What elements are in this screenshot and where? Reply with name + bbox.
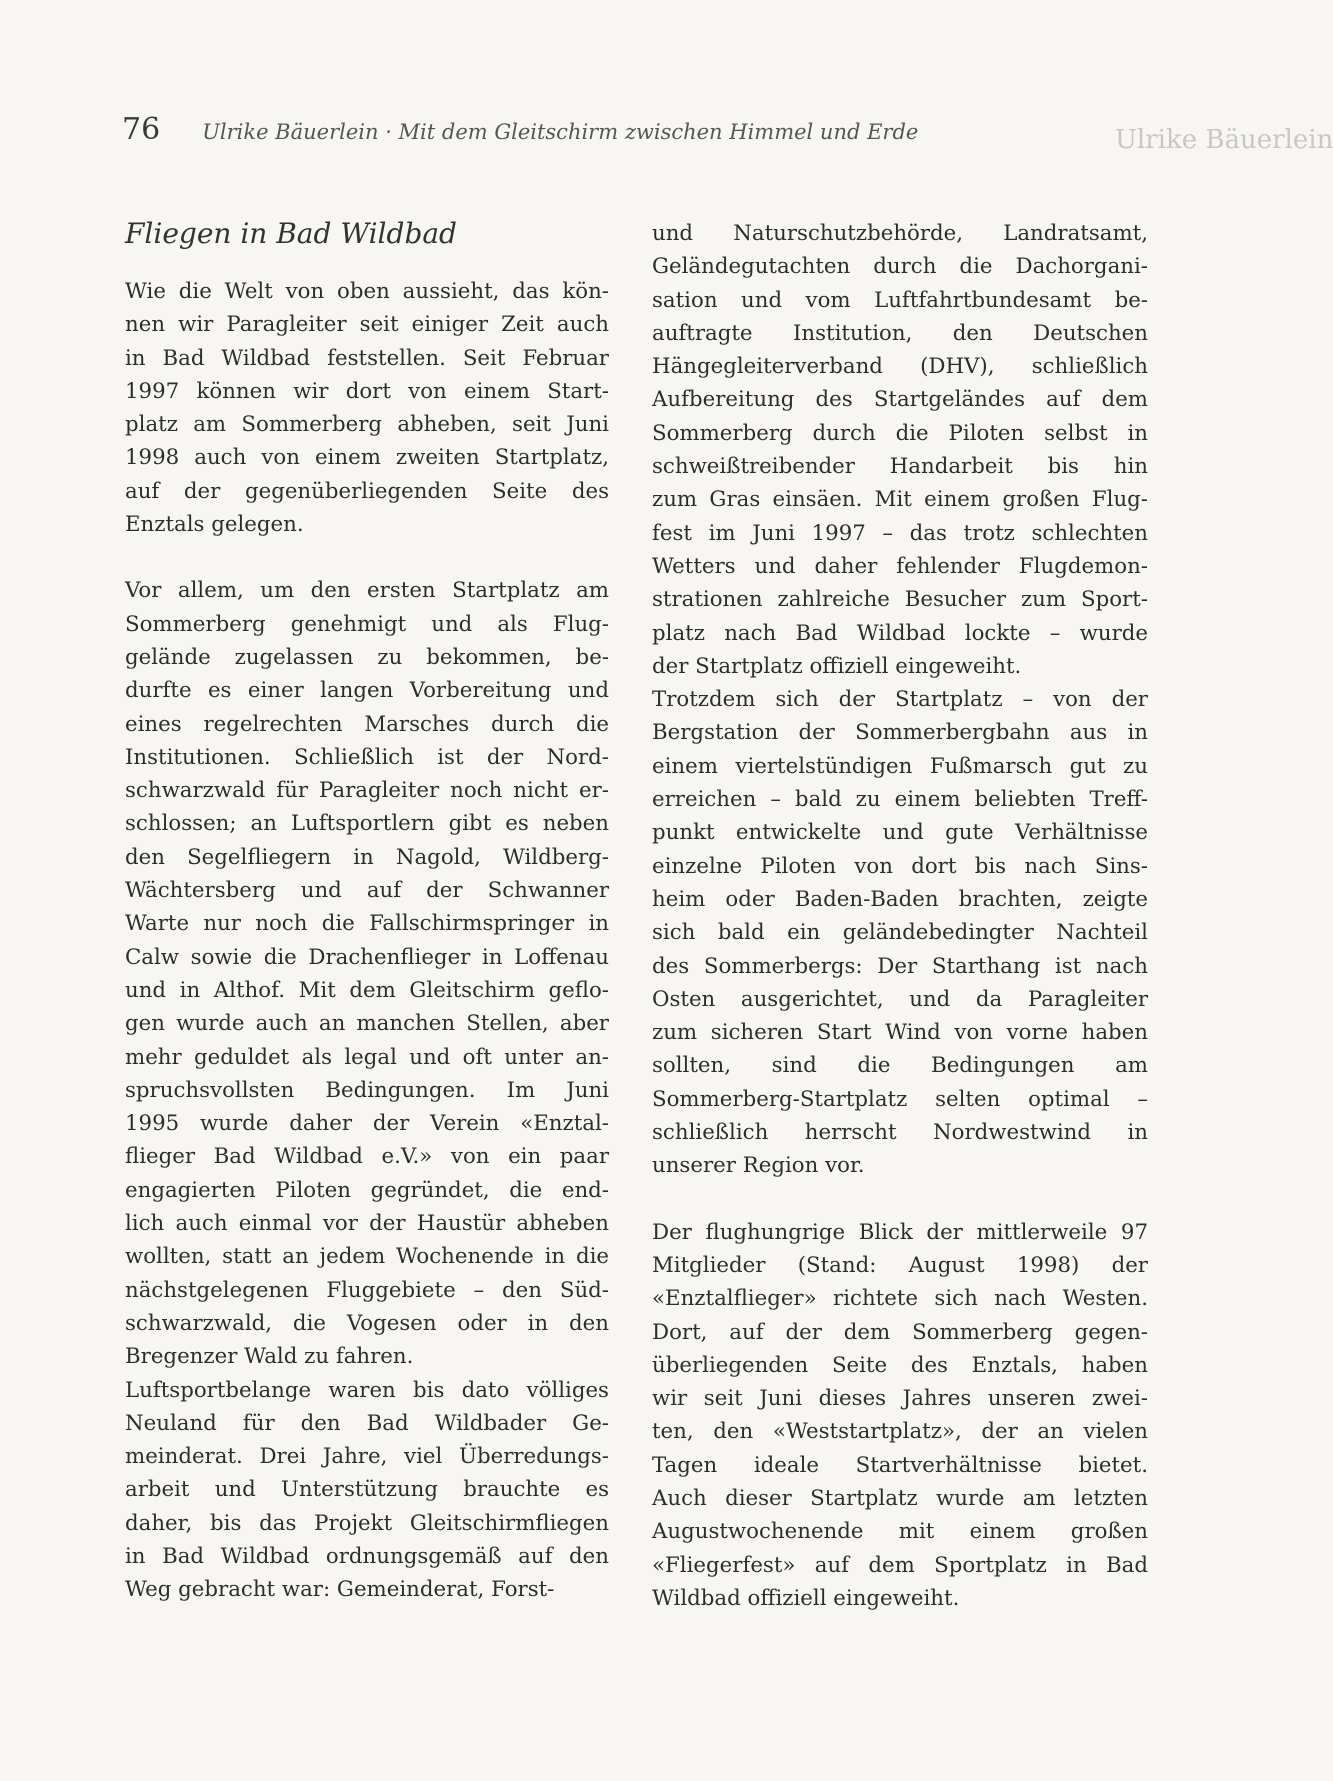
text-line: Tagen ideale Startverhältnisse bietet. xyxy=(652,1452,1148,1478)
text-line: Trotzdem sich der Startplatz – von der xyxy=(652,687,1148,713)
text-line: wir seit Juni dieses Jahres unseren zwei- xyxy=(652,1386,1148,1412)
text-line: unserer Region vor. xyxy=(652,1153,865,1179)
text-line: strationen zahlreiche Besucher zum Sport- xyxy=(652,587,1148,613)
text-line: Hängegleiterverband (DHV), schließlich xyxy=(652,354,1148,380)
text-line: Bergstation der Sommerbergbahn aus in xyxy=(652,720,1148,746)
text-line: schweißtreibender Handarbeit bis hin xyxy=(652,454,1148,480)
text-line: gen wurde auch an manchen Stellen, aber xyxy=(125,1011,609,1037)
text-line: und in Althof. Mit dem Gleitschirm geflo- xyxy=(125,977,609,1003)
text-line: der Startplatz offiziell eingeweiht. xyxy=(652,653,1022,679)
text-line: sollten, sind die Bedingungen am xyxy=(652,1053,1148,1079)
text-line: Weg gebracht war: Gemeinderat, Forst- xyxy=(125,1577,555,1603)
text-line: in Bad Wildbad feststellen. Seit Februar xyxy=(125,345,609,371)
text-line: gelände zugelassen zu bekommen, be- xyxy=(125,644,609,670)
text-line: meinderat. Drei Jahre, viel Überredungs- xyxy=(125,1444,609,1470)
text-line: des Sommerbergs: Der Starthang ist nach xyxy=(652,953,1148,979)
text-line: flieger Bad Wildbad e.V.» von ein paar xyxy=(125,1144,609,1170)
text-line: fest im Juni 1997 – das trotz schlechten xyxy=(652,520,1148,546)
text-line: Institutionen. Schließlich ist der Nord- xyxy=(125,744,609,770)
text-line: heim oder Baden-Baden brachten, zeigte xyxy=(652,886,1148,912)
text-line: Dort, auf der dem Sommerberg gegen- xyxy=(652,1319,1148,1345)
page-header xyxy=(122,112,1153,152)
text-line: nächstgelegenen Fluggebiete – den Süd- xyxy=(125,1277,609,1303)
text-line: lich auch einmal vor der Haustür abheben xyxy=(125,1211,609,1237)
right-column xyxy=(652,217,1148,1615)
paragraph xyxy=(125,574,609,1373)
text-line: in Bad Wildbad ordnungsgemäß auf den xyxy=(125,1543,609,1569)
text-line: und Naturschutzbehörde, Landratsamt, xyxy=(652,221,1148,246)
text-line: Luftsportbelange waren bis dato völliges xyxy=(125,1377,609,1403)
text-line: Augustwochenende mit einem großen xyxy=(652,1519,1148,1545)
paragraph xyxy=(652,683,1148,1182)
text-line: mehr geduldet als legal und oft unter an- xyxy=(125,1044,609,1070)
text-line: Wildbad offiziell eingeweiht. xyxy=(652,1585,960,1611)
section-title: Fliegen in Bad Wildbad xyxy=(125,217,457,250)
text-line: 1997 können wir dort von einem Start- xyxy=(125,378,609,404)
text-line: den Segelfliegern in Nagold, Wildberg- xyxy=(125,844,609,870)
left-column xyxy=(125,217,609,1607)
text-line: Wächtersberg und auf der Schwanner xyxy=(125,878,609,904)
text-line: Wetters und daher fehlender Flugdemon- xyxy=(652,553,1148,579)
text-line: Sommerberg-Startplatz selten optimal – xyxy=(652,1086,1148,1112)
text-line: Wie die Welt von oben aussieht, das kön- xyxy=(125,279,609,304)
text-line: arbeit und Unterstützung brauchte es xyxy=(125,1477,609,1503)
text-line: engagierten Piloten gegründet, die end- xyxy=(125,1177,609,1203)
text-line: Osten ausgerichtet, und da Paragleiter xyxy=(652,986,1148,1012)
text-line: Neuland für den Bad Wildbader Ge- xyxy=(125,1410,609,1436)
text-line: 1995 wurde daher der Verein «Enztal- xyxy=(125,1111,609,1137)
text-line: durfte es einer langen Vorbereitung und xyxy=(125,678,609,704)
text-line: auf der gegenüberliegenden Seite des xyxy=(125,478,609,504)
paragraph xyxy=(125,275,609,541)
text-line: auftragte Institution, den Deutschen xyxy=(652,320,1148,346)
text-line: Sommerberg genehmigt und als Flug- xyxy=(125,611,609,637)
text-line: einem viertelstündigen Fußmarsch gut zu xyxy=(652,753,1148,779)
text-line: Aufbereitung des Startgeländes auf dem xyxy=(652,387,1148,413)
text-line: Der flughungrige Blick der mittlerweile 97 xyxy=(652,1219,1148,1245)
text-line: ten, den «Weststartplatz», der an vielen xyxy=(652,1419,1148,1445)
text-line: Enztals gelegen. xyxy=(125,512,304,538)
paragraph xyxy=(652,217,1148,683)
page-number: 76 xyxy=(122,112,161,147)
text-line: daher, bis das Projekt Gleitschirmfliegen xyxy=(125,1510,609,1536)
text-line: Calw sowie die Drachenflieger in Loffenau xyxy=(125,944,609,970)
text-line: Auch dieser Startplatz wurde am letzten xyxy=(652,1485,1148,1511)
text-line: platz am Sommerberg abheben, seit Juni xyxy=(125,412,609,438)
text-line: zum sicheren Start Wind von vorne haben xyxy=(652,1020,1148,1046)
text-line: Bregenzer Wald zu fahren. xyxy=(125,1344,414,1370)
text-line: «Fliegerfest» auf dem Sportplatz in Bad xyxy=(652,1552,1148,1578)
text-line: punkt entwickelte und gute Verhältnisse xyxy=(652,820,1148,846)
text-line: 1998 auch von einem zweiten Startplatz, xyxy=(125,445,609,471)
text-line: zum Gras einsäen. Mit einem großen Flug- xyxy=(652,487,1148,513)
text-line: erreichen – bald zu einem beliebten Treff- xyxy=(652,787,1148,813)
text-line: wollten, statt an jedem Wochenende in die xyxy=(125,1244,609,1270)
text-line: sich bald ein geländebedingter Nachteil xyxy=(652,920,1148,946)
text-line: schlossen; an Luftsportlern gibt es neben xyxy=(125,811,609,837)
text-line: Geländegutachten durch die Dachorgani- xyxy=(652,254,1148,280)
text-line: nen wir Paragleiter seit einiger Zeit auch xyxy=(125,312,609,338)
text-line: Sommerberg durch die Piloten selbst in xyxy=(652,420,1148,446)
text-line: schwarzwald für Paragleiter noch nicht er- xyxy=(125,778,609,804)
paragraph xyxy=(125,1374,609,1607)
text-line: schwarzwald, die Vogesen oder in den xyxy=(125,1310,609,1336)
text-line: «Enztalflieger» richtete sich nach Westen. xyxy=(652,1286,1148,1312)
text-line: Mitglieder (Stand: August 1998) der xyxy=(652,1252,1148,1278)
text-line: spruchsvollsten Bedingungen. Im Juni xyxy=(125,1077,609,1103)
bleed-through-text: Ulrike Bäuerlein xyxy=(1115,125,1333,155)
text-line: sation und vom Luftfahrtbundesamt be- xyxy=(652,287,1148,313)
text-line: einzelne Piloten von dort bis nach Sins- xyxy=(652,853,1148,879)
text-line: eines regelrechten Marsches durch die xyxy=(125,711,609,737)
running-head: Ulrike Bäuerlein · Mit dem Gleitschirm zwischen Himmel und Erde xyxy=(202,120,919,144)
text-line: Vor allem, um den ersten Startplatz am xyxy=(125,578,609,604)
text-line: überliegenden Seite des Enztals, haben xyxy=(652,1352,1148,1378)
text-line: Warte nur noch die Fallschirmspringer in xyxy=(125,911,609,937)
text-line: schließlich herrscht Nordwestwind in xyxy=(652,1120,1148,1146)
paragraph xyxy=(652,1216,1148,1616)
text-line: platz nach Bad Wildbad lockte – wurde xyxy=(652,620,1148,646)
